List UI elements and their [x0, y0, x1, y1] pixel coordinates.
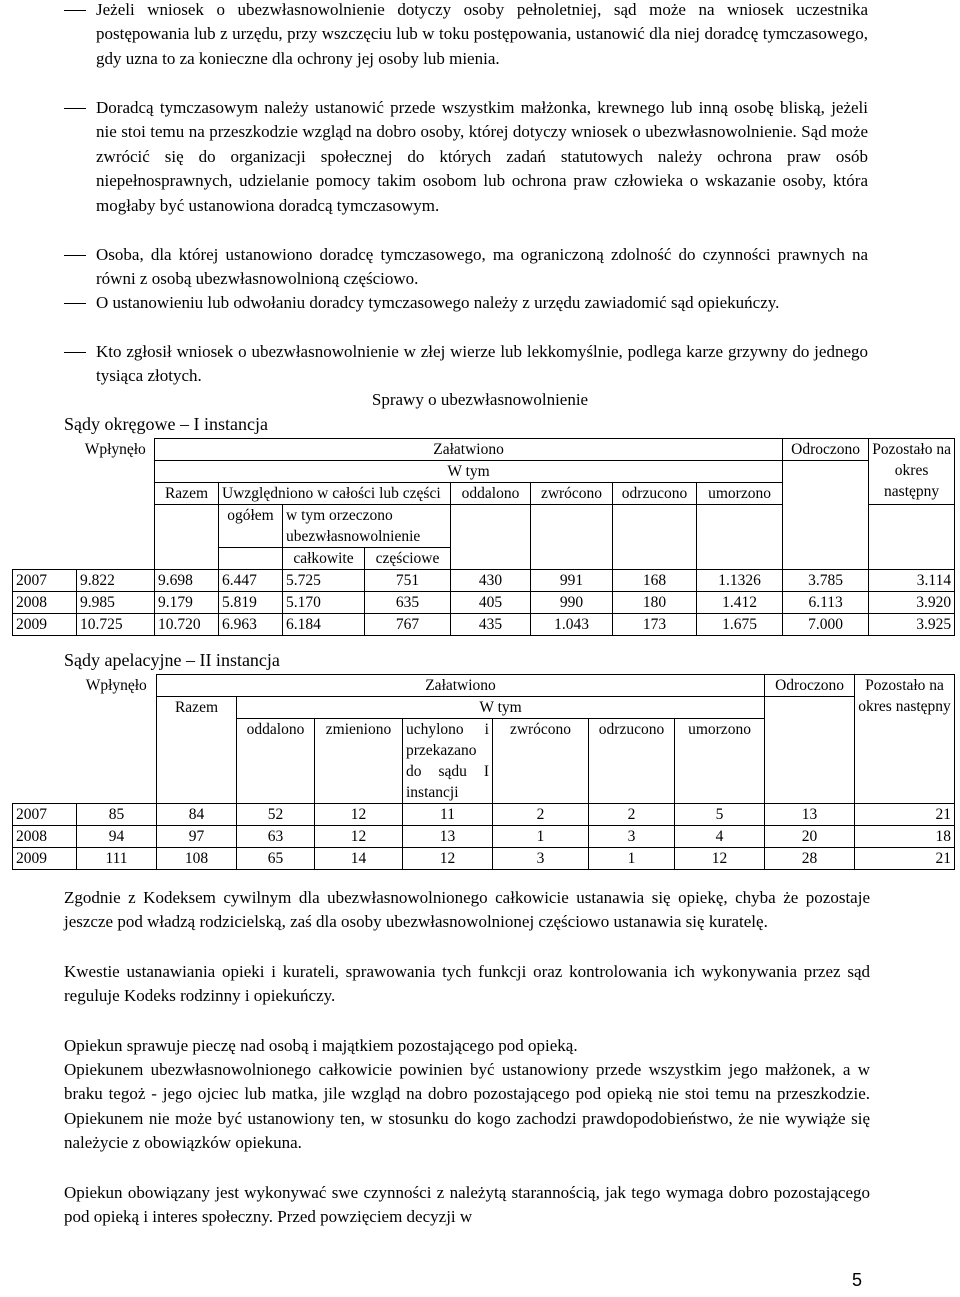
table-cell: 63 [237, 826, 315, 848]
table-cell [783, 483, 869, 505]
table-cell: 12 [403, 848, 493, 870]
table-cell: 12 [675, 848, 765, 870]
table-cell: 1.412 [697, 592, 783, 614]
dash-bullet [64, 303, 86, 304]
page-number: 5 [852, 1270, 863, 1290]
table-cell: 430 [451, 570, 531, 592]
table-cell: 2 [493, 804, 589, 826]
table-cell: 635 [365, 592, 451, 614]
table-cell [77, 483, 155, 505]
table-cell [697, 548, 783, 570]
table-cell [77, 719, 157, 804]
table-cell: 21 [855, 848, 955, 870]
paragraph: Kwestie ustanawiania opieki i kurateli, sprawowania tych funkcji oraz kontrolowania ich wykonywania przez sąd reguluje Kodeks rodzinny i opiekuńczy. [64, 962, 870, 1006]
table-cell: 1.675 [697, 614, 783, 636]
list-item-text: Jeżeli wniosek o ubezwłasnowolnienie dotyczy osoby pełnoletniej, sąd może na wniosek uczestnika postępowania lub z urzędu, przy wszczęciu lub w toku postępowania, ustanowić dla niej doradcę tymczasowego, gdy uzna to za konieczne dla ochrony jej osoby lub mienia. [96, 0, 868, 68]
table-cell: 751 [365, 570, 451, 592]
list-item [0, 340, 960, 389]
table-cell: 20 [765, 826, 855, 848]
table1-title: Sądy okręgowe – I instancja [64, 414, 268, 434]
list-item-text: O ustanowieniu lub odwołaniu doradcy tymczasowego należy z urzędu zawiadomić sąd opiekuńczy. [96, 293, 780, 312]
section-title: Sprawy o ubezwłasnowolnienie [371, 390, 589, 409]
table-cell: 3 [493, 848, 589, 870]
header-cell: uchylono i przekazano do sądu I instancji [403, 719, 493, 804]
table-cell [77, 461, 155, 483]
table-cell: 3 [589, 826, 675, 848]
dash-bullet [64, 108, 86, 109]
header-cell: Pozostało na okres następny [869, 439, 955, 505]
year-cell: 2007 [13, 570, 77, 592]
table-cell [13, 548, 77, 570]
table-cell: 13 [765, 804, 855, 826]
table-row [13, 804, 955, 826]
table-cell [869, 548, 955, 570]
table-cell: 65 [237, 848, 315, 870]
table-cell: 5.819 [219, 592, 283, 614]
table-cell: 168 [613, 570, 697, 592]
dash-bullet [64, 352, 86, 353]
table-cell [613, 505, 697, 548]
header-cell: w tym orzeczono ubezwłasnowolnienie [283, 505, 451, 548]
table-body [13, 570, 955, 636]
list-item [0, 0, 960, 71]
table-cell [13, 483, 77, 505]
year-cell: 2008 [13, 592, 77, 614]
table-cell [783, 461, 869, 483]
table-cell: 84 [157, 804, 237, 826]
paragraph: Opiekunem ubezwłasnowolnionego całkowicie powinien być ustanowiony przede wszystkim jego małżonek, a w braku tegoż - jego ojciec lub matka, jile wzgląd na dobro pozostającego pod opieką nie stoi temu na przeszkodzie. Opiekunem nie może być ustanowiony ten, w stosunku do kogo zachodzi prawdopodobieństwo, że nie wywiąże się należycie z obowiązków opiekuna. [64, 1060, 870, 1153]
header-cell: oddalono [237, 719, 315, 804]
table-body [13, 804, 955, 870]
table-cell: 767 [365, 614, 451, 636]
table-cell: 1 [589, 848, 675, 870]
header-cell: W tym [155, 461, 783, 483]
table-cell: 9.822 [77, 570, 155, 592]
year-cell: 2009 [13, 614, 77, 636]
header-cell: Razem [157, 697, 237, 719]
table-cell: 435 [451, 614, 531, 636]
paragraph: Opiekun sprawuje pieczę nad osobą i majątkiem pozostającego pod opieką. [64, 1036, 578, 1055]
table-cell: 10.720 [155, 614, 219, 636]
table-cell: 1.1326 [697, 570, 783, 592]
header-cell: Załatwiono [157, 675, 765, 697]
table-cell: 97 [157, 826, 237, 848]
table-cell: 28 [765, 848, 855, 870]
table-cell: 52 [237, 804, 315, 826]
header-cell: ogółem [219, 505, 283, 548]
table-cell: 3.785 [783, 570, 869, 592]
list-item [0, 96, 960, 218]
table-cell: 12 [315, 804, 403, 826]
table-cell: 2 [589, 804, 675, 826]
list-item-text: Kto zgłosił wniosek o ubezwłasnowolnienie w złej wierze lub lekkomyślnie, podlega karze grzywny do jednego tysiąca złotych. [96, 342, 868, 386]
table-cell: 6.963 [219, 614, 283, 636]
header-cell: W tym [237, 697, 765, 719]
table-cell: 1 [493, 826, 589, 848]
table-cell [697, 505, 783, 548]
table-cell [13, 697, 77, 719]
header-cell: Uwzględniono w całości lub części [219, 483, 451, 505]
header-cell: częściowe [365, 548, 451, 570]
table-cell [613, 548, 697, 570]
table-cell: 9.698 [155, 570, 219, 592]
table-cell: 5 [675, 804, 765, 826]
table-cell [157, 719, 237, 804]
table-cell: 10.725 [77, 614, 155, 636]
table-cell: 11 [403, 804, 493, 826]
table-cell [155, 505, 219, 548]
paragraph: Zgodnie z Kodeksem cywilnym dla ubezwłasnowolnionego całkowicie ustanawia się opiekę, chyba że pozostaje jeszcze pod władzą rodzicielską, zaś dla osoby ubezwłasnowolnionej częściowo ustanawia się kuratelę. [64, 888, 870, 932]
table-cell [13, 719, 77, 804]
header-cell: zmieniono [315, 719, 403, 804]
header-cell: umorzono [675, 719, 765, 804]
year-cell: 2008 [13, 826, 77, 848]
table-cell: 12 [315, 826, 403, 848]
table-row [13, 848, 955, 870]
table-cell: 94 [77, 826, 157, 848]
table-cell [765, 719, 855, 804]
dash-bullet [64, 10, 86, 11]
table-cell: 1.043 [531, 614, 613, 636]
table-cell: 14 [315, 848, 403, 870]
header-cell: zwrócono [493, 719, 589, 804]
table-cell: 405 [451, 592, 531, 614]
header-cell: oddalono [451, 483, 531, 505]
list-item [0, 243, 960, 292]
table-cell [13, 675, 77, 697]
table-row [13, 826, 955, 848]
table-cell: 990 [531, 592, 613, 614]
table-cell: 4 [675, 826, 765, 848]
table-cell [77, 505, 155, 548]
table-cell: 3.920 [869, 592, 955, 614]
table-cell: 85 [77, 804, 157, 826]
table-cell [869, 505, 955, 548]
table-cell: 180 [613, 592, 697, 614]
list-item [0, 291, 960, 315]
header-cell: Odroczono [765, 675, 855, 697]
list-item-text: Doradcą tymczasowym należy ustanowić przede wszystkim małżonka, krewnego lub inną osobę bliską, jeżeli nie stoi temu na przeszkodzie wzgląd na dobro osoby, której dotyczy wniosek o ubezwłasnowolnienie. Sąd może zwrócić się do organizacji społecznej do których zadań statutowych należy ochrona praw osób niepełnosprawnych, udzielanie pomocy takim osobom lub ochrona praw człowieka o wskazanie osoby, która mogłaby być ustanowiona doradcą tymczasowym. [96, 98, 868, 215]
dash-bullet [64, 255, 86, 256]
table-cell: 9.985 [77, 592, 155, 614]
table-cell [531, 505, 613, 548]
header-cell: Wpłynęło [84, 440, 146, 458]
table-cell [451, 548, 531, 570]
table-district-courts [12, 438, 955, 636]
table-cell: 991 [531, 570, 613, 592]
year-cell: 2007 [13, 804, 77, 826]
table2-title: Sądy apelacyjne – II instancja [64, 650, 280, 670]
table-cell: 7.000 [783, 614, 869, 636]
table-cell [13, 461, 77, 483]
table-cell: 5.725 [283, 570, 365, 592]
table-cell [451, 505, 531, 548]
table-cell: 6.113 [783, 592, 869, 614]
table-row [13, 570, 955, 592]
table-cell: 5.170 [283, 592, 365, 614]
table-row [13, 592, 955, 614]
year-cell: 2009 [13, 848, 77, 870]
table-cell: 21 [855, 804, 955, 826]
table-cell [13, 439, 77, 461]
table-cell [531, 548, 613, 570]
header-cell: Odroczono [783, 439, 869, 461]
table-cell: 173 [613, 614, 697, 636]
header-cell: Wpłynęło [85, 676, 147, 694]
table-cell [77, 697, 157, 719]
header-cell: odrzucono [589, 719, 675, 804]
list-item-text: Osoba, dla której ustanowiono doradcę tymczasowego, ma ograniczoną zdolność do czynności prawnych na równi z osobą ubezwłasnowolnioną częściowo. [96, 245, 868, 289]
table-cell: 6.447 [219, 570, 283, 592]
table-cell: 9.179 [155, 592, 219, 614]
header-cell: Załatwiono [155, 439, 783, 461]
table-appeal-courts [12, 674, 955, 870]
table-cell [77, 548, 155, 570]
table-cell: 3.925 [869, 614, 955, 636]
table-cell: 13 [403, 826, 493, 848]
table-cell: 6.184 [283, 614, 365, 636]
header-cell: umorzono [697, 483, 783, 505]
table-cell: 108 [157, 848, 237, 870]
table-cell [219, 548, 283, 570]
header-cell: Pozostało na okres następny [855, 675, 955, 804]
header-cell: odrzucono [613, 483, 697, 505]
table-cell: 111 [77, 848, 157, 870]
table-cell [765, 697, 855, 719]
table-cell [783, 548, 869, 570]
header-cell: całkowite [283, 548, 365, 570]
paragraph: Opiekun obowiązany jest wykonywać swe czynności z należytą starannością, jak tego wymaga dobro pozostającego pod opieką i interes społeczny. Przed powzięciem decyzji w [64, 1183, 870, 1227]
table-cell [13, 505, 77, 548]
table-cell [783, 505, 869, 548]
table-cell [155, 548, 219, 570]
header-cell: Razem [155, 483, 219, 505]
header-cell: zwrócono [531, 483, 613, 505]
table-cell: 18 [855, 826, 955, 848]
table-cell: 3.114 [869, 570, 955, 592]
table-row [13, 614, 955, 636]
